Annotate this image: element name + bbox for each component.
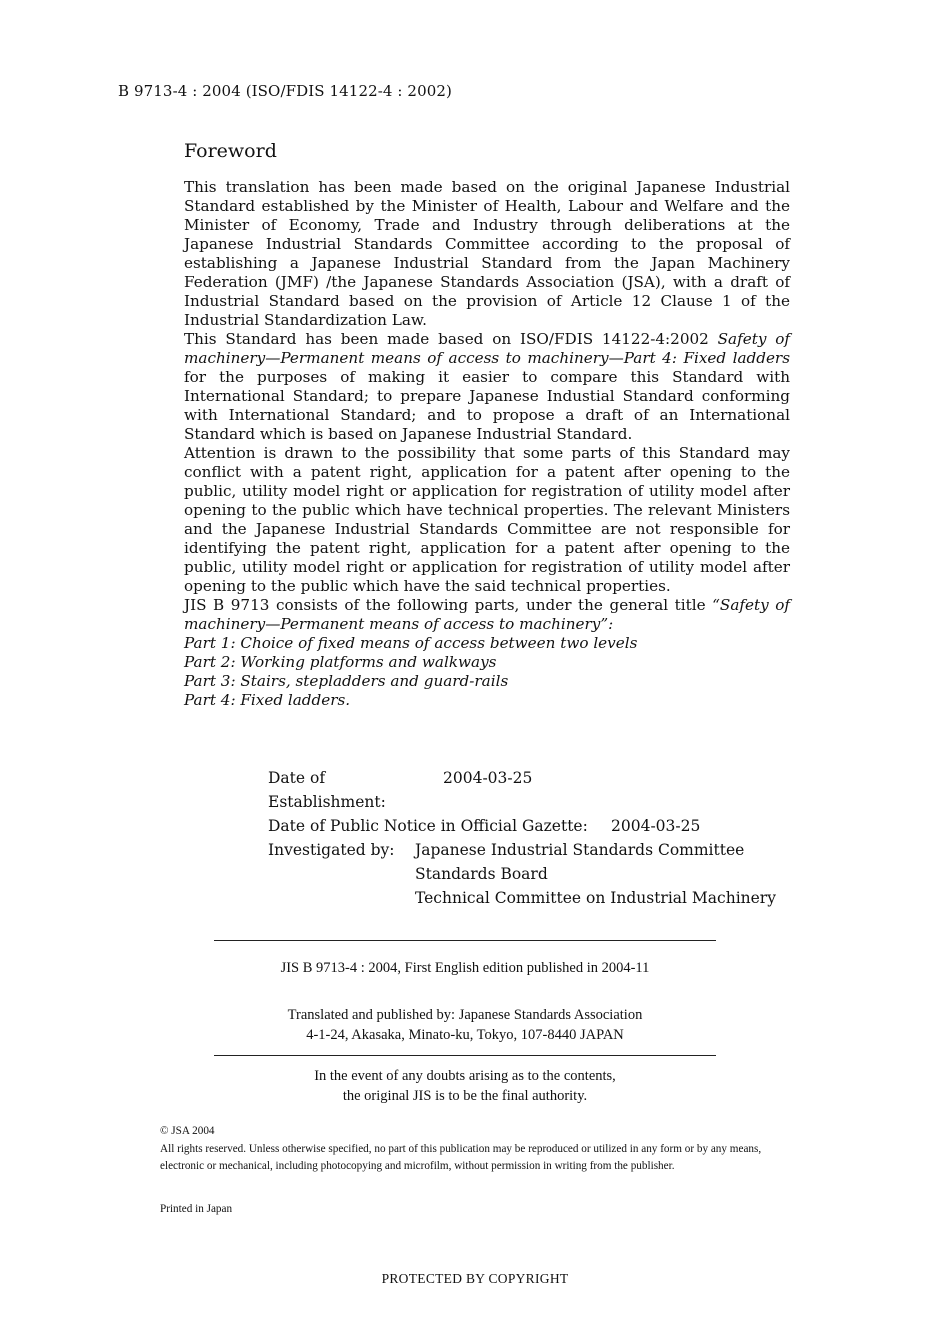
gazette-row (268, 814, 776, 838)
basis-iso-title: Safety of machinery—Permanent means of access to machinery—Part 4: Fixed ladders (184, 330, 791, 367)
copyright-rights: All rights reserved. Unless otherwise specified, no part of this publication may be reproduced or utilized in any form or by any means, electronic or mechanical, including photocopying and microfilm, without permission in writing from the publisher. (160, 1143, 762, 1172)
establishment-value: 2004-03-25 (443, 769, 533, 787)
foreword-paragraph-patent: Attention is drawn to the possibility that some parts of this Standard may conflict with a patent right, application for a patent after opening to the public, utility model right or application for registration of utility model after opening to the public which have technical properties. The relevant Ministers and the Japanese Industrial Standards Committee are not responsible for identifying the patent right, application for a patent after opening to the public, utility model right or application for registration of utility model after opening to the public which have the said technical properties. (184, 444, 790, 595)
investigated-value: Standards Board (415, 865, 548, 883)
foreword-paragraph-parts (184, 596, 790, 710)
part-item: Part 1: Choice of fixed means of access between two levels (184, 634, 638, 652)
address-line: 4-1-24, Akasaka, Minato-ku, Tokyo, 107-8440 JAPAN (306, 1027, 624, 1043)
parts-prefix: JIS B 9713 consists of the following parts, under the general title (184, 596, 713, 614)
copyright-notice: © JSA 2004 (160, 1125, 215, 1137)
foreword-paragraph-basis (184, 330, 790, 444)
basis-prefix: This Standard has been made based on ISO/FDIS 14122-4:2002 (184, 330, 718, 348)
copyright-footer: PROTECTED BY COPYRIGHT (381, 1271, 569, 1286)
printed-in: Printed in Japan (160, 1203, 233, 1215)
publisher-line: Translated and published by: Japanese Standards Association (287, 1007, 643, 1023)
establishment-info (268, 766, 776, 910)
divider-top (214, 940, 716, 941)
basis-suffix: for the purposes of making it easier to compare this Standard with International Standard; to prepare Japanese Industial Standard conforming with International Standard; and to propose a draft of an International Standard which is based on Japanese Industrial Standard. (184, 368, 790, 443)
gazette-label: Date of Public Notice in Official Gazette: (268, 817, 588, 835)
investigated-value: Technical Committee on Industrial Machinery (415, 889, 776, 907)
edition-line: JIS B 9713-4 : 2004, First English edition published in 2004-11 (280, 960, 650, 976)
authority-line-2: the original JIS is to be the final authority. (342, 1088, 588, 1104)
establishment-label: Date of Establishment: (268, 769, 386, 811)
authority-line-1: In the event of any doubts arising as to the contents, (314, 1068, 616, 1084)
foreword-title: Foreword (184, 140, 277, 162)
part-item: Part 3: Stairs, stepladders and guard-rails (184, 672, 509, 690)
standard-number-header: B 9713-4 : 2004 (ISO/FDIS 14122-4 : 2002) (118, 82, 452, 100)
investigated-value: Japanese Industrial Standards Committee (415, 841, 745, 859)
investigated-label: Investigated by: (268, 841, 395, 859)
parts-general-title: “Safety of machinery—Permanent means of access to machinery”: (184, 596, 790, 633)
divider-bottom (214, 1055, 716, 1056)
establishment-row (268, 766, 776, 814)
gazette-value: 2004-03-25 (611, 817, 701, 835)
investigated-row (268, 838, 776, 862)
part-item: Part 4: Fixed ladders. (184, 691, 351, 709)
foreword-paragraph-translation: This translation has been made based on the original Japanese Industrial Standard established by the Minister of Health, Labour and Welfare and the Minister of Economy, Trade and Industry through deliberations at the Japanese Industrial Standards Committee according to the proposal of establishing a Japanese Industrial Standard from the Japan Machinery Federation (JMF) /the Japanese Standards Association (JSA), with a draft of Industrial Standard based on the provision of Article 12 Clause 1 of the Industrial Standardization Law. (184, 178, 790, 329)
foreword-body (184, 178, 790, 710)
part-item: Part 2: Working platforms and walkways (184, 653, 497, 671)
